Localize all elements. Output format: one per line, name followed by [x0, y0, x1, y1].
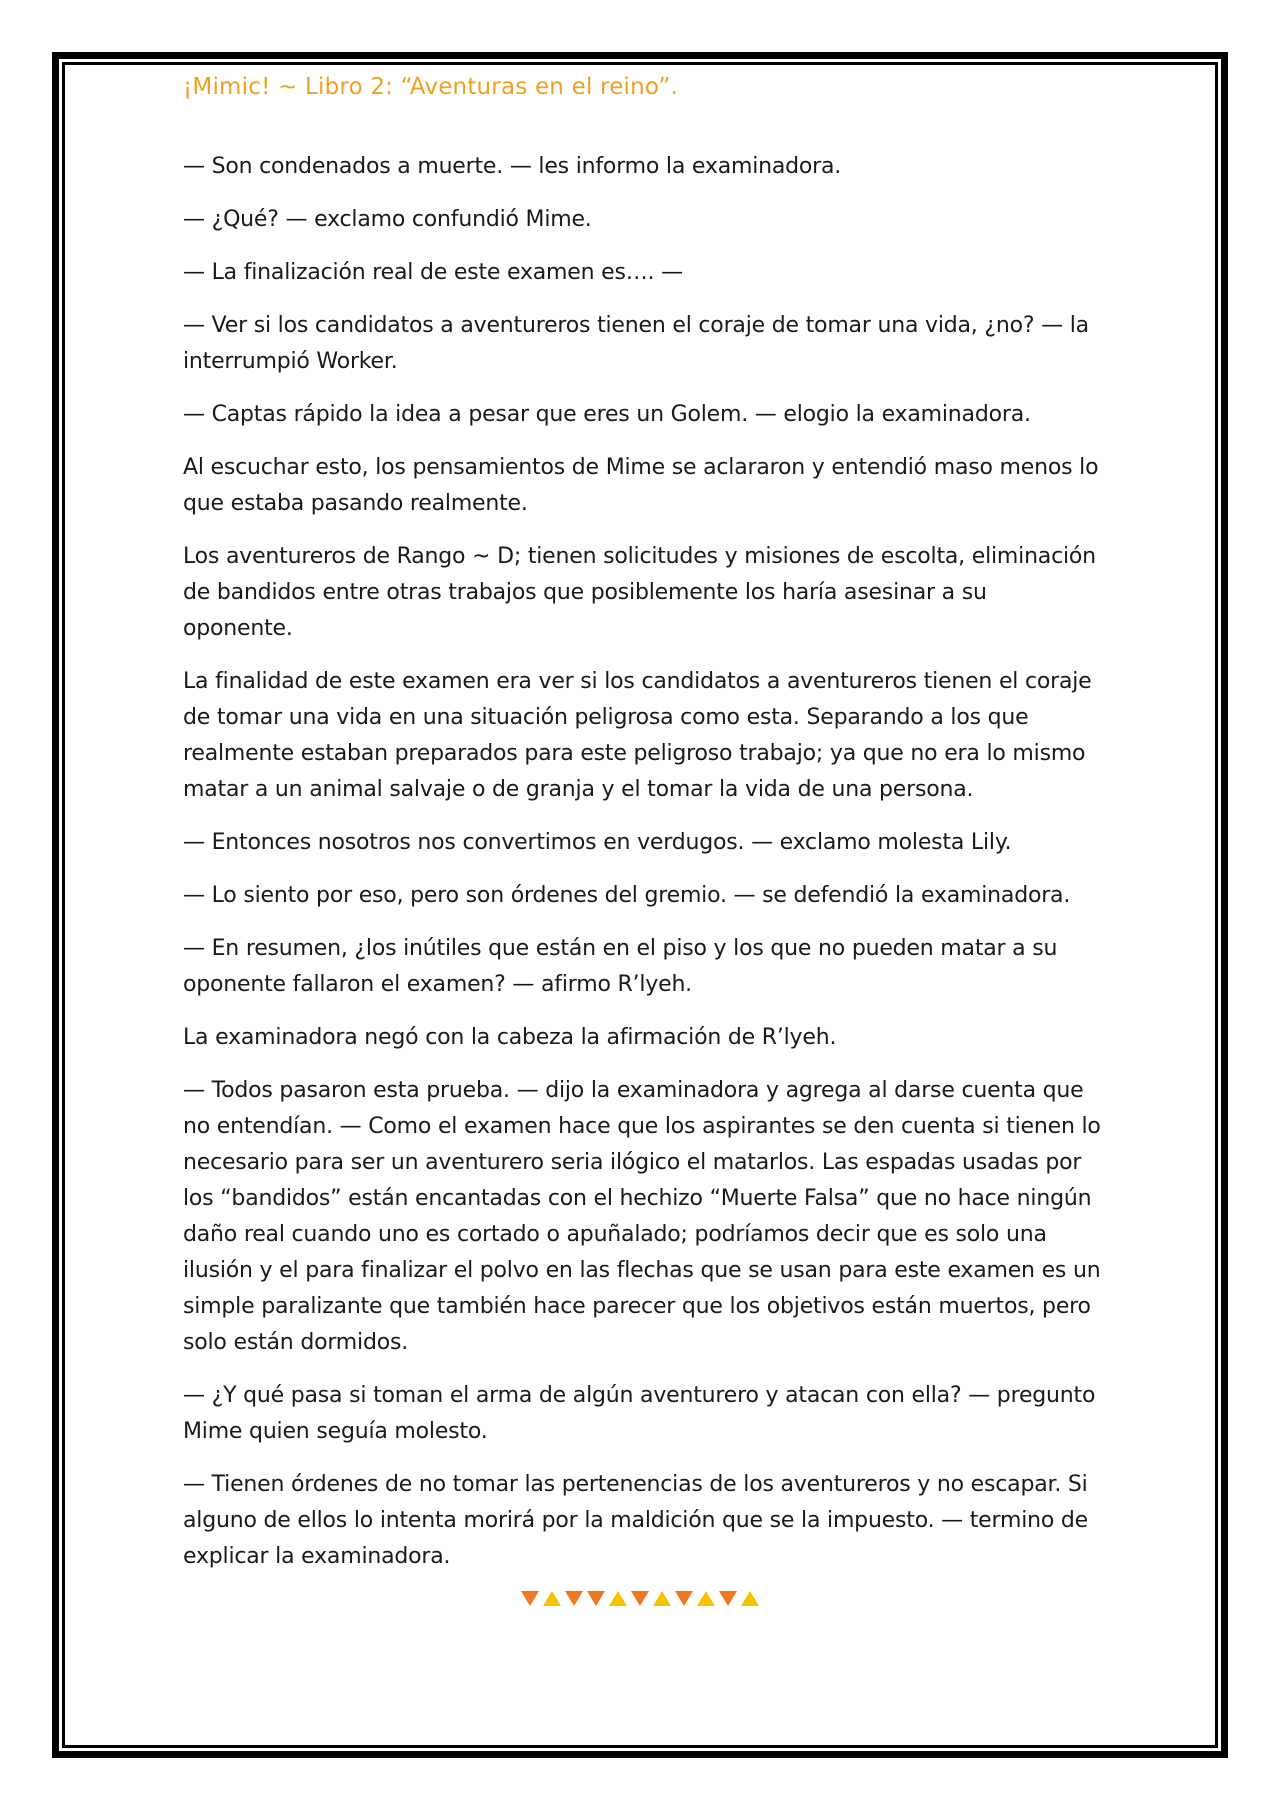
triangle-down-icon: [521, 1591, 539, 1606]
triangle-up-icon: [609, 1591, 627, 1606]
running-header: ¡Mimic! ~ Libro 2: “Aventuras en el reino”.: [183, 74, 678, 100]
paragraph: Al escuchar esto, los pensamientos de Mime se aclararon y entendió maso menos lo que estaba pasando realmente.: [183, 455, 1099, 516]
paragraph: — La finalización real de este examen es…. —: [183, 260, 683, 285]
triangle-down-icon: [719, 1591, 737, 1606]
paragraph: — Son condenados a muerte. — les informo la examinadora.: [183, 154, 842, 179]
paragraph: La finalidad de este examen era ver si los candidatos a aventureros tienen el coraje de tomar una vida en una situación peligrosa como esta. Separando a los que realmente estaban preparados para este peligroso trabajo; ya que no era lo mismo matar a un animal salvaje o de granja y el tomar la vida de una persona.: [183, 669, 1092, 802]
paragraph: — Lo siento por eso, pero son órdenes del gremio. — se defendió la examinadora.: [183, 883, 1071, 908]
triangle-down-icon: [565, 1591, 583, 1606]
paragraph: — Entonces nosotros nos convertimos en verdugos. — exclamo molesta Lily.: [183, 830, 1012, 855]
triangle-ornament-divider: [0, 1588, 1280, 1607]
triangle-up-icon: [741, 1591, 759, 1606]
paragraph: — Tienen órdenes de no tomar las pertenencias de los aventureros y no escapar. Si alguno de ellos lo intenta morirá por la maldición que se la impuesto. — termino de explicar la examinadora.: [183, 1472, 1089, 1569]
paragraph: — En resumen, ¿los inútiles que están en el piso y los que no pueden matar a su oponente fallaron el examen? — afirmo R’lyeh.: [183, 936, 1058, 997]
triangle-down-icon: [587, 1591, 605, 1606]
triangle-down-icon: [631, 1591, 649, 1606]
paragraph: — ¿Y qué pasa si toman el arma de algún aventurero y atacan con ella? — pregunto Mime quien seguía molesto.: [183, 1383, 1096, 1444]
paragraph: — Ver si los candidatos a aventureros tienen el coraje de tomar una vida, ¿no? — la interrumpió Worker.: [183, 313, 1089, 374]
triangle-up-icon: [653, 1591, 671, 1606]
paragraph: — ¿Qué? — exclamo confundió Mime.: [183, 207, 592, 232]
paragraph: La examinadora negó con la cabeza la afirmación de R’lyeh.: [183, 1025, 837, 1050]
triangle-up-icon: [697, 1591, 715, 1606]
triangle-up-icon: [543, 1591, 561, 1606]
paragraph: — Todos pasaron esta prueba. — dijo la examinadora y agrega al darse cuenta que no entendían. — Como el examen hace que los aspirantes se den cuenta si tienen lo necesario para ser un aventurero seria ilógico el matarlos. Las espadas usadas por los “bandidos” están encantadas con el hechizo “Muerte Falsa” que no hace ningún daño real cuando uno es cortado o apuñalado; podríamos decir que es solo una ilusión y el para finalizar el polvo en las flechas que se usan para este examen es un simple paralizante que también hace parecer que los objetivos están muertos, pero solo están dormidos.: [183, 1078, 1101, 1355]
paragraph: — Captas rápido la idea a pesar que eres un Golem. — elogio la examinadora.: [183, 402, 1031, 427]
paragraph: Los aventureros de Rango ~ D; tienen solicitudes y misiones de escolta, eliminación de bandidos entre otras trabajos que posiblemente los haría asesinar a su oponente.: [183, 544, 1096, 641]
triangle-down-icon: [675, 1591, 693, 1606]
body-text: [183, 149, 1103, 1592]
